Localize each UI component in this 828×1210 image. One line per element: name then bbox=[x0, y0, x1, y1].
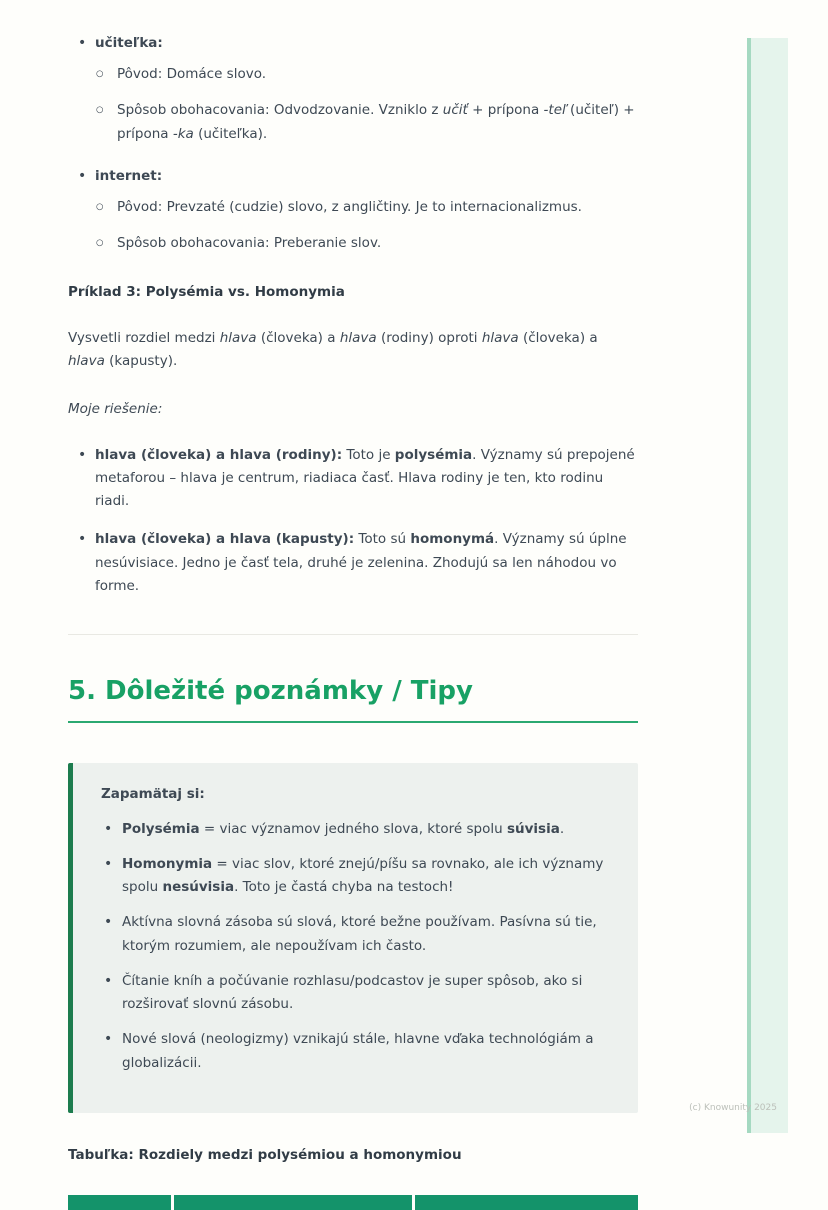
list-item bbox=[68, 32, 638, 146]
table-header-strip bbox=[68, 1195, 638, 1210]
list-term: internet: bbox=[95, 167, 163, 184]
callout-list bbox=[101, 818, 610, 1075]
table-caption: Tabuľka: Rozdiely medzi polysémiou a homonymiou bbox=[68, 1146, 462, 1163]
document-content bbox=[68, 0, 638, 1210]
sub-list-item: ○ Pôvod: Prevzaté (cudzie) slovo, z angličtiny. Je to internacionalizmus. bbox=[95, 196, 638, 219]
solution-item: • hlava (človeka) a hlava (kapusty): Toto sú homonymá. Významy sú úplne nesúvisiace. Jedno je časť tela, druhé je zelenina. Zhodujú sa len náhodou vo forme. bbox=[68, 528, 638, 598]
sub-list bbox=[95, 196, 638, 255]
callout-item: • Polysémia = viac významov jedného slova, ktoré spolu súvisia. bbox=[101, 818, 610, 841]
table-header-cell bbox=[174, 1195, 412, 1210]
callout-item: • Aktívna slovná zásoba sú slová, ktoré bežne používam. Pasívna sú tie, ktorým rozumiem, ale nepoužívam ich často. bbox=[101, 911, 610, 957]
solution-list bbox=[68, 444, 638, 598]
solution-label: Moje riešenie: bbox=[68, 400, 163, 417]
callout-item: • Homonymia = viac slov, ktoré znejú/píšu sa rovnako, ale ich významy spolu nesúvisia. Toto je častá chyba na testoch! bbox=[101, 853, 610, 899]
example-paragraph: Vysvetli rozdiel medzi hlava (človeka) a hlava (rodiny) oproti hlava (človeka) a hlava (kapusty). bbox=[68, 330, 598, 370]
remember-callout bbox=[68, 763, 638, 1113]
sub-list bbox=[95, 63, 638, 146]
sub-list-item: ○ Spôsob obohacovania: Odvodzovanie. Vzniklo z učiť + prípona -teľ (učiteľ) + prípona -ka (učiteľka). bbox=[95, 99, 638, 145]
list-term: učiteľka: bbox=[95, 35, 163, 51]
callout-item: • Nové slová (neologizmy) vznikajú stále, hlavne vďaka technológiám a globalizácii. bbox=[101, 1028, 610, 1074]
solution-item: • hlava (človeka) a hlava (rodiny): Toto je polysémia. Významy sú prepojené metaforou – hlava je centrum, riadiaca časť. Hlava rodiny je ten, kto rodinu riadi. bbox=[68, 444, 638, 514]
table-header-cell bbox=[68, 1195, 171, 1210]
callout-item: • Čítanie kníh a počúvanie rozhlasu/podcastov je super spôsob, ako si rozširovať slovnú zásobu. bbox=[101, 970, 610, 1016]
section-heading: 5. Dôležité poznámky / Tipy bbox=[68, 675, 638, 723]
page-edge-accent-bar bbox=[747, 38, 788, 1133]
example-heading: Príklad 3: Polysémia vs. Homonymia bbox=[68, 283, 345, 300]
section-divider bbox=[68, 634, 638, 635]
list-item bbox=[68, 165, 638, 256]
callout-title: Zapamätaj si: bbox=[101, 785, 205, 802]
sub-list-item: ○ Pôvod: Domáce slovo. bbox=[95, 63, 638, 86]
sub-list-item: ○ Spôsob obohacovania: Preberanie slov. bbox=[95, 232, 638, 255]
copyright-watermark: (c) Knowunity 2025 bbox=[689, 1103, 777, 1113]
word-origin-list bbox=[68, 32, 638, 256]
table-header-cell bbox=[415, 1195, 638, 1210]
